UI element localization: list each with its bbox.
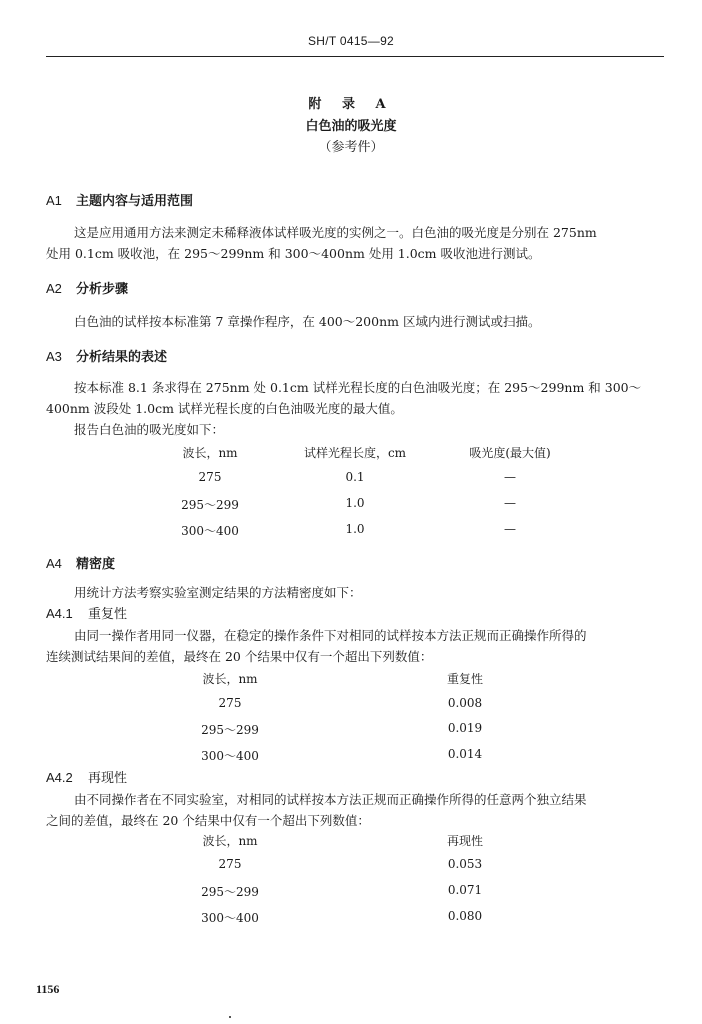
section-a3-heading xyxy=(46,346,167,365)
table-cell: 275 xyxy=(218,696,242,710)
table-cell: 300～400 xyxy=(201,749,259,763)
paragraph-line: 报告白色油的吸光度如下： xyxy=(74,422,225,437)
section-title: 精密度 xyxy=(76,556,116,571)
table-cell: 0.053 xyxy=(447,857,483,871)
table-cell: — xyxy=(504,470,516,484)
paragraph-line: 400nm 波段处 1.0cm 试样光程长度的白色油吸光度的最大值。 xyxy=(46,401,403,416)
scan-speck xyxy=(229,1016,231,1018)
annex-title: 白色油的吸光度 xyxy=(305,119,397,134)
annex-label: 附 录 A xyxy=(308,97,394,112)
subsection-title: 重复性 xyxy=(88,606,128,621)
paragraph-line: 这是应用通用方法来测定未稀释液体试样吸光度的实例之一。白色油的吸光度是分别在 275nm xyxy=(74,225,597,240)
table-cell: 0.1 xyxy=(345,470,365,484)
table-header: 重复性 xyxy=(446,672,483,686)
table-cell: 300～400 xyxy=(181,524,239,538)
page-number: 1156 xyxy=(36,982,60,996)
paragraph-line: 由不同操作者在不同实验室，对相同的试样按本方法正规而正确操作所得的任意两个独立结果 xyxy=(74,792,587,807)
annex-note: （参考件） xyxy=(318,140,384,155)
section-title: 分析步骤 xyxy=(76,281,129,296)
table-cell: 0.008 xyxy=(447,696,483,710)
section-a1-heading xyxy=(46,190,193,209)
table-cell: 300～400 xyxy=(201,911,259,925)
section-number: A1 xyxy=(46,193,62,208)
table-header: 再现性 xyxy=(446,834,483,848)
table-cell: — xyxy=(504,496,516,510)
section-title: 分析结果的表述 xyxy=(76,349,168,364)
table-header: 波长，nm xyxy=(202,672,258,686)
table-cell: 0.071 xyxy=(447,883,483,897)
table-header: 试样光程长度，cm xyxy=(303,446,407,460)
paragraph-line: 由同一操作者用同一仪器，在稳定的操作条件下对相同的试样按本方法正规而正确操作所得的 xyxy=(74,628,587,643)
table-cell: 0.080 xyxy=(447,909,483,923)
table-cell: 0.019 xyxy=(447,721,483,735)
section-number: A2 xyxy=(46,281,62,296)
table-cell: 0.014 xyxy=(447,747,483,761)
table-cell: 1.0 xyxy=(345,496,365,510)
table-cell: 275 xyxy=(198,470,222,484)
subsection-title: 再现性 xyxy=(88,770,128,785)
table-cell: 1.0 xyxy=(345,522,365,536)
section-a2-heading xyxy=(46,278,128,297)
section-title: 主题内容与适用范围 xyxy=(76,193,194,208)
paragraph-line: 处用 0.1cm 吸收池，在 295～299nm 和 300～400nm 处用 1.0cm 吸收池进行测试。 xyxy=(46,246,541,261)
table-header: 波长，nm xyxy=(182,446,238,460)
section-number: A3 xyxy=(46,349,62,364)
subsection-a4-1-heading xyxy=(46,603,127,622)
table-header: 吸光度(最大值) xyxy=(469,446,551,460)
table-header: 波长，nm xyxy=(202,834,258,848)
paragraph-line: 白色油的试样按本标准第 7 章操作程序，在 400～200nm 区域内进行测试或扫描。 xyxy=(74,314,541,329)
subsection-number: A4.1 xyxy=(46,606,73,621)
section-a4-heading xyxy=(46,553,115,572)
subsection-number: A4.2 xyxy=(46,770,73,785)
paragraph-line: 之间的差值，最终在 20 个结果中仅有一个超出下列数值： xyxy=(46,813,370,828)
table-cell: — xyxy=(504,522,516,536)
header-rule xyxy=(46,56,664,57)
standard-code-header: SH/T 0415—92 xyxy=(307,34,395,48)
table-cell: 295～299 xyxy=(201,723,259,737)
paragraph-line: 连续测试结果间的差值，最终在 20 个结果中仅有一个超出下列数值： xyxy=(46,649,433,664)
table-cell: 295～299 xyxy=(181,498,239,512)
table-cell: 295～299 xyxy=(201,885,259,899)
subsection-a4-2-heading xyxy=(46,767,127,786)
section-number: A4 xyxy=(46,556,62,571)
paragraph-line: 用统计方法考察实验室测定结果的方法精密度如下： xyxy=(74,585,362,600)
table-cell: 275 xyxy=(218,857,242,871)
paragraph-line: 按本标准 8.1 条求得在 275nm 处 0.1cm 试样光程长度的白色油吸光度；在 295～299nm 和 300～ xyxy=(74,380,642,395)
